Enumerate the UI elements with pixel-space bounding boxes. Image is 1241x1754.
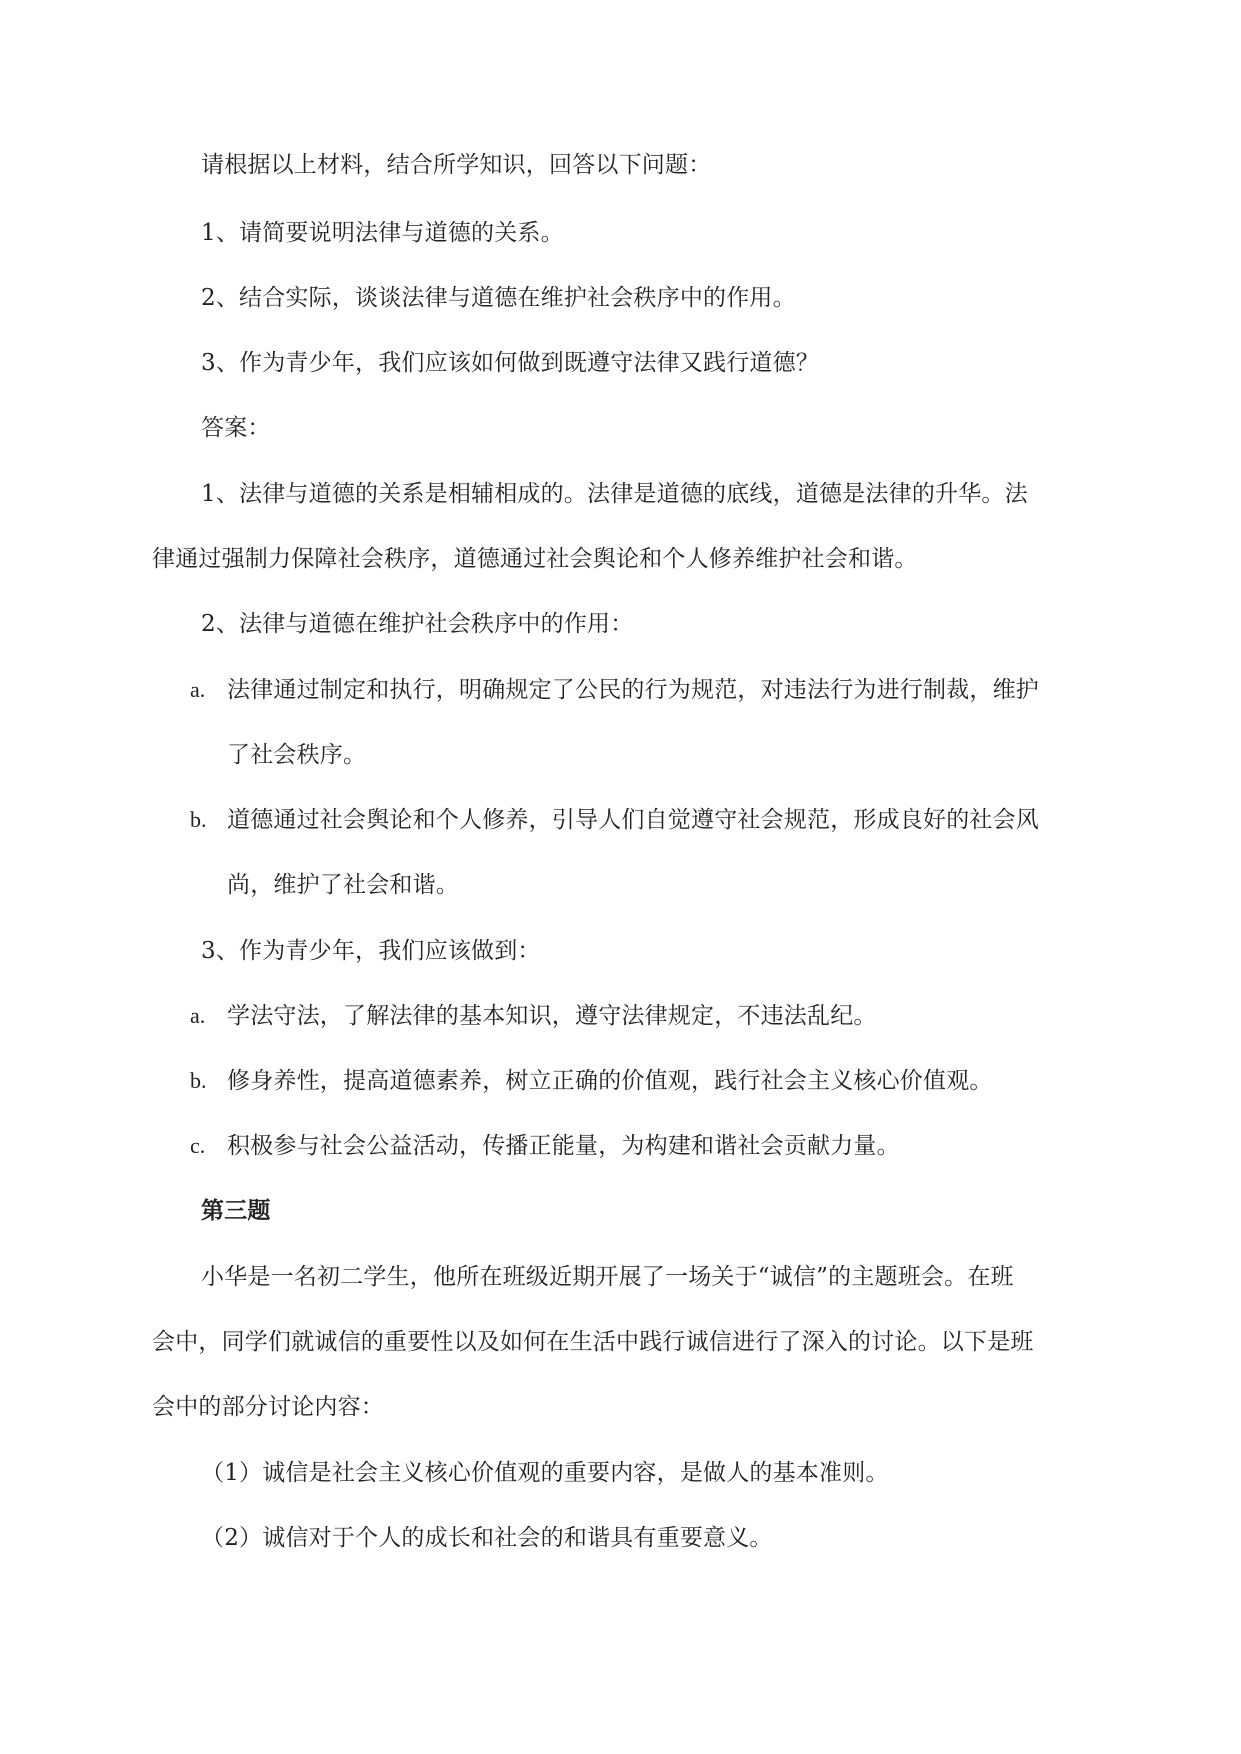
answer-3-item-a: 学法守法，了解法律的基本知识，遵守法律规定，不违法乱纪。 — [227, 1003, 877, 1029]
answer-2-item-a-line-2: 了社会秩序。 — [227, 742, 367, 768]
list-marker-a: a. — [190, 1003, 206, 1028]
list-marker-a: a. — [190, 677, 206, 702]
section-paragraph-line-3: 会中的部分讨论内容： — [152, 1394, 384, 1420]
questions-intro: 请根据以上材料，结合所学知识，回答以下问题： — [201, 152, 712, 178]
discussion-point-2: （2）诚信对于个人的成长和社会的和谐具有重要意义。 — [201, 1525, 773, 1551]
answer-2-heading: 2、法律与道德在维护社会秩序中的作用： — [201, 611, 634, 637]
answer-3-item-b: 修身养性，提高道德素养，树立正确的价值观，践行社会主义核心价值观。 — [227, 1068, 993, 1094]
list-marker-b: b. — [190, 807, 207, 832]
list-marker-b: b. — [190, 1068, 207, 1093]
discussion-point-1: （1）诚信是社会主义核心价值观的重要内容，是做人的基本准则。 — [201, 1460, 889, 1486]
list-marker-c: c. — [190, 1133, 206, 1158]
answer-3-heading: 3、作为青少年，我们应该做到： — [201, 938, 541, 964]
answer-1-line-2: 律通过强制力保障社会秩序，道德通过社会舆论和个人修养维护社会和谐。 — [152, 546, 918, 572]
section-paragraph-line-2: 会中，同学们就诚信的重要性以及如何在生活中践行诚信进行了深入的讨论。以下是班 — [152, 1329, 1034, 1355]
answer-label: 答案： — [201, 415, 271, 441]
question-2: 2、结合实际，谈谈法律与道德在维护社会秩序中的作用。 — [201, 285, 796, 311]
answer-2-item-b-line-2: 尚，维护了社会和谐。 — [227, 872, 459, 898]
question-1: 1、请简要说明法律与道德的关系。 — [201, 220, 564, 246]
answer-3-item-c: 积极参与社会公益活动，传播正能量，为构建和谐社会贡献力量。 — [227, 1133, 900, 1159]
section-paragraph-line-1: 小华是一名初二学生，他所在班级近期开展了一场关于“诚信”的主题班会。在班 — [201, 1264, 1014, 1290]
answer-1-line-1: 1、法律与道德的关系是相辅相成的。法律是道德的底线，道德是法律的升华。法 — [201, 481, 1028, 507]
section-title: 第三题 — [201, 1198, 271, 1224]
question-3: 3、作为青少年，我们应该如何做到既遵守法律又践行道德？ — [201, 350, 820, 376]
answer-2-item-a-line-1: 法律通过制定和执行，明确规定了公民的行为规范，对违法行为进行制裁，维护 — [227, 677, 1039, 703]
answer-2-item-b-line-1: 道德通过社会舆论和个人修养，引导人们自觉遵守社会规范，形成良好的社会风 — [227, 807, 1039, 833]
